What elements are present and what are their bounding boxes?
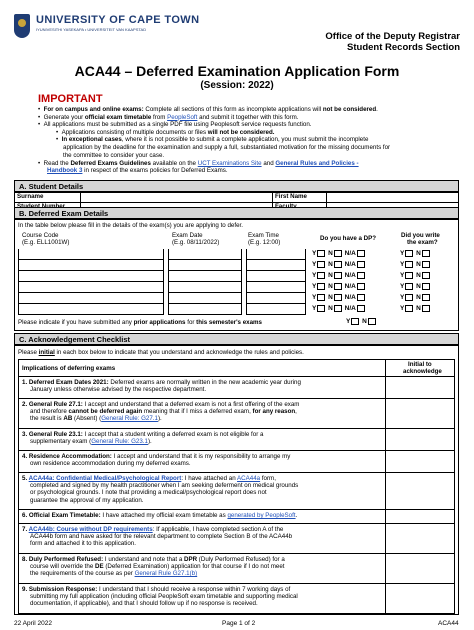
exam-time-cell[interactable] (246, 271, 306, 282)
col-wrote-exam-2: the exam? (407, 239, 438, 246)
checklist-line: completed and signed by my health practitioner when I am seeking deferment on medical grounds (30, 482, 299, 490)
exam-date-cell[interactable] (168, 249, 242, 260)
important-heading: IMPORTANT (38, 93, 103, 105)
course-code-cell[interactable] (18, 282, 164, 293)
dp-no-box[interactable] (334, 283, 342, 290)
initial-box[interactable] (386, 584, 455, 613)
initial-box[interactable] (386, 524, 455, 553)
checklist-link[interactable]: General Rule G27.1(b) (134, 570, 198, 578)
checklist-link[interactable]: ACA44a: Confidential Medical/Psychological Report (28, 475, 182, 482)
footer-date: 22 April 2022 (14, 620, 52, 627)
col-exam-date-example: (E.g. 08/11/2022) (172, 239, 220, 246)
checklist-link[interactable]: General Rule: G27.1 (101, 415, 158, 423)
dp-na-box[interactable] (357, 272, 365, 279)
wrote-yes-box[interactable] (405, 272, 413, 279)
dp-yes-box[interactable] (317, 272, 325, 279)
checklist-line: and therefore cannot be deferred again meaning that if I miss a deferred exam, for any reason, (30, 408, 297, 416)
checklist-line: 4. Residence Accommodation: I accept and understand that it is my responsibility to arrange my (22, 453, 291, 460)
important-bullet-3: • All applications must be submitted as a single PDF file using Peoplesoft service requests function. (38, 121, 312, 129)
checklist-line: January unless otherwise advised by the respective department. (30, 386, 207, 394)
office-line-2: Student Records Section (347, 42, 460, 53)
dp-options: Y N N/A (312, 305, 366, 312)
section-a-heading: A. Student Details (14, 180, 459, 192)
important-subbullet-2-line-2: application by the deadline for the examination and supply a full, substantiated motivation for the missing documents for (63, 144, 391, 151)
col-course-code: Course Code (22, 232, 59, 239)
exam-date-cell[interactable] (168, 271, 242, 282)
prior-yes-box[interactable] (351, 318, 359, 325)
col-wrote-exam: Did you write (401, 232, 440, 239)
important-bullet-2: • Generate your official exam timetable from PeopleSoft and submit it together with this form. (38, 113, 299, 121)
dp-options: Y N N/A (312, 261, 366, 268)
wrote-options: Y N (400, 261, 431, 268)
course-code-cell[interactable] (18, 271, 164, 282)
prior-applications-options: Y N (346, 318, 377, 325)
checklist-line: 7. ACA44b: Course without DP requirements: If applicable, I have completed section A of the (22, 526, 284, 533)
checklist-line: the requirements of the course as per General Rule G27.1(b) (30, 570, 198, 578)
checklist-header-divider (385, 359, 386, 377)
wrote-no-box[interactable] (422, 250, 430, 257)
col-course-code-example: (E.g. ELL1001W) (22, 239, 70, 246)
checklist-link: generated by PeopleSoft (227, 512, 296, 519)
dp-yes-box[interactable] (317, 283, 325, 290)
general-rules-link[interactable]: General Rules and Policies - (275, 159, 359, 167)
checklist-link[interactable]: General Rule: G23.1 (91, 438, 148, 446)
checklist-line: the result is AB (Absent) (General Rule: G27.1). (30, 415, 162, 423)
wrote-yes-box[interactable] (405, 250, 413, 257)
col-implications: Implications of deferring exams (22, 365, 116, 372)
dp-na-box[interactable] (357, 294, 365, 301)
checklist-line: 6. Official Exam Timetable: I have attached my official exam timetable as generated by PeopleSoft. (22, 512, 298, 519)
important-bullet-4: • Read the Deferred Exams Guidelines available on the UCT Examinations Site and General Rules and Policies - (38, 159, 359, 167)
dp-yes-box[interactable] (317, 261, 325, 268)
form-session: (Session: 2022) (200, 80, 274, 91)
uct-examinations-link[interactable]: UCT Examinations Site (197, 159, 262, 167)
checklist-line: ACA44b form and have asked for the relevant department to complete Section B of the ACA44b (30, 533, 293, 541)
checklist-line: guarantee the approval of my application. (30, 496, 144, 504)
wrote-yes-box[interactable] (405, 261, 413, 268)
important-bullet-4-line-2: Handbook 3 in respect of the exams policies for Deferred Exams. (47, 167, 228, 175)
exam-time-cell[interactable] (246, 293, 306, 304)
wrote-yes-box[interactable] (405, 305, 413, 312)
dp-na-box[interactable] (357, 305, 365, 312)
exam-time-cell[interactable] (246, 260, 306, 271)
prior-no-box[interactable] (368, 318, 376, 325)
wrote-no-box[interactable] (422, 272, 430, 279)
wrote-options: Y N (400, 272, 431, 279)
uct-crest-icon (14, 14, 30, 38)
peoplesoft-link[interactable]: PeopleSoft (167, 113, 198, 121)
exam-time-cell[interactable] (246, 249, 306, 260)
university-name: UNIVERSITY OF CAPE TOWN (36, 14, 200, 26)
dp-no-box[interactable] (334, 250, 342, 257)
dp-options: Y N N/A (312, 283, 366, 290)
section-c-heading: C. Acknowledgement Checklist (14, 333, 459, 345)
checklist-line: 8. Duly Performed Refused: I understand and note that a DPR (Duly Performed Refused) for a (22, 556, 285, 563)
footer-code: ACA44 (438, 620, 459, 627)
initial-box[interactable] (386, 510, 455, 523)
dp-yes-box[interactable] (317, 294, 325, 301)
surname-field[interactable] (81, 193, 273, 203)
dp-no-box[interactable] (334, 261, 342, 268)
wrote-options: Y N (400, 305, 431, 312)
checklist-line: form and attached it to this application. (30, 540, 136, 548)
wrote-options: Y N (400, 294, 431, 301)
dp-yes-box[interactable] (317, 250, 325, 257)
col-initial-2: acknowledge (403, 368, 442, 375)
initial-box[interactable] (386, 429, 455, 450)
initial-box[interactable] (386, 377, 455, 398)
wrote-no-box[interactable] (422, 283, 430, 290)
section-b-heading: B. Deferred Exam Details (14, 207, 459, 219)
checklist-link[interactable]: ACA44a (237, 475, 261, 482)
footer-page: Page 1 of 2 (222, 620, 256, 627)
checklist-line: 5. ACA44a: Confidential Medical/Psychological Report: I have attached an ACA44a form, (22, 475, 276, 482)
col-initial: Initial to (408, 361, 432, 368)
checklist-line: supplementary exam (General Rule: G23.1). (30, 438, 152, 446)
wrote-no-box[interactable] (422, 305, 430, 312)
course-code-cell[interactable] (18, 260, 164, 271)
course-code-cell[interactable] (18, 304, 164, 315)
dp-yes-box[interactable] (317, 305, 325, 312)
col-dp: Do you have a DP? (320, 235, 377, 242)
dp-no-box[interactable] (334, 305, 342, 312)
wrote-options: Y N (400, 250, 431, 257)
wrote-yes-box[interactable] (405, 283, 413, 290)
initial-box[interactable] (386, 554, 455, 583)
course-code-cell[interactable] (18, 293, 164, 304)
uct-logo (14, 14, 200, 48)
dp-no-box[interactable] (334, 272, 342, 279)
section-c-instruction: Please initial in each box below to indicate that you understand and acknowledge the rules and policies. (18, 349, 304, 356)
form-title: ACA44 – Deferred Examination Application Form (74, 63, 400, 79)
dp-na-box[interactable] (357, 261, 365, 268)
checklist-line: documentation, if applicable), and that I should follow up if no response is received. (30, 600, 258, 608)
dp-no-box[interactable] (334, 294, 342, 301)
wrote-no-box[interactable] (422, 261, 430, 268)
col-exam-date: Exam Date (172, 232, 203, 239)
office-line-1: Office of the Deputy Registrar (325, 31, 460, 42)
exam-date-cell[interactable] (168, 304, 242, 315)
section-b-instruction: In the table below please fill in the details of the exam(s) you are applying to defer. (18, 222, 243, 229)
exam-date-cell[interactable] (168, 293, 242, 304)
important-bullet-1: • For on campus and online exams: Complete all sections of this form as incomplete applications will not be considered. (38, 106, 378, 113)
surname-label: Surname (15, 193, 81, 203)
checklist-line: or psychological grounds. I note that providing a medical/psychological report does not (30, 489, 267, 497)
col-exam-time: Exam Time (248, 232, 279, 239)
university-subtitle: IYUNIVESITHI YASEKAPA • UNIVERSITEIT VAN KAAPSTAD (36, 27, 147, 32)
dp-na-box[interactable] (357, 250, 365, 257)
checklist-line: course will override the DE (Deferred Examination) application for that course if I do not meet (30, 563, 285, 571)
course-code-cell[interactable] (18, 249, 164, 260)
dp-options: Y N N/A (312, 272, 366, 279)
checklist-line: 3. General Rule 23.1: I accept that a student writing a deferred exam is not eligible for a (22, 431, 264, 438)
checklist-line: own residence accommodation during my deferred exams. (30, 460, 191, 468)
first-name-field[interactable] (327, 193, 459, 203)
checklist-line: 2. General Rule 27.1: I accept and understand that a deferred exam is not a first offering of the exam (22, 401, 300, 408)
important-subbullet-1: • Applications consisting of multiple documents or files will not be considered. (56, 128, 275, 136)
dp-options: Y N N/A (312, 250, 366, 257)
checklist-link[interactable]: ACA44b: Course without DP requirements (28, 526, 153, 533)
wrote-no-box[interactable] (422, 294, 430, 301)
col-exam-time-example: (E.g. 12:00) (248, 239, 281, 246)
exam-date-cell[interactable] (168, 282, 242, 293)
checklist-line: 9. Submission Response: I understand that I should receive a response within 7 working days of (22, 586, 291, 593)
checklist-line: 1. Deferred Exam Dates 2021: Deferred exams are normally written in the new academic year during (22, 379, 301, 386)
exam-date-cell[interactable] (168, 260, 242, 271)
checklist-line: submitting my full application (including official PeopleSoft exam timetable and supporting medical (30, 593, 298, 601)
exam-time-cell[interactable] (246, 304, 306, 315)
important-subbullet-2-line-3: the committee to consider your case. (63, 151, 165, 159)
initial-box[interactable] (386, 399, 455, 428)
dp-options: Y N N/A (312, 294, 366, 301)
exam-time-cell[interactable] (246, 282, 306, 293)
office-heading (325, 31, 460, 53)
prior-applications-question: Please indicate if you have submitted any prior applications for this semester's exams (18, 319, 262, 326)
dp-na-box[interactable] (357, 283, 365, 290)
first-name-label: First Name (273, 193, 327, 203)
important-subbullet-2: • In exceptional cases, where it is not possible to submit a complete application, you must submit the incomplete (56, 136, 369, 144)
initial-box[interactable] (386, 451, 455, 472)
handbook-3-link[interactable]: Handbook 3 (47, 167, 83, 175)
wrote-options: Y N (400, 283, 431, 290)
initial-box[interactable] (386, 473, 455, 509)
wrote-yes-box[interactable] (405, 294, 413, 301)
